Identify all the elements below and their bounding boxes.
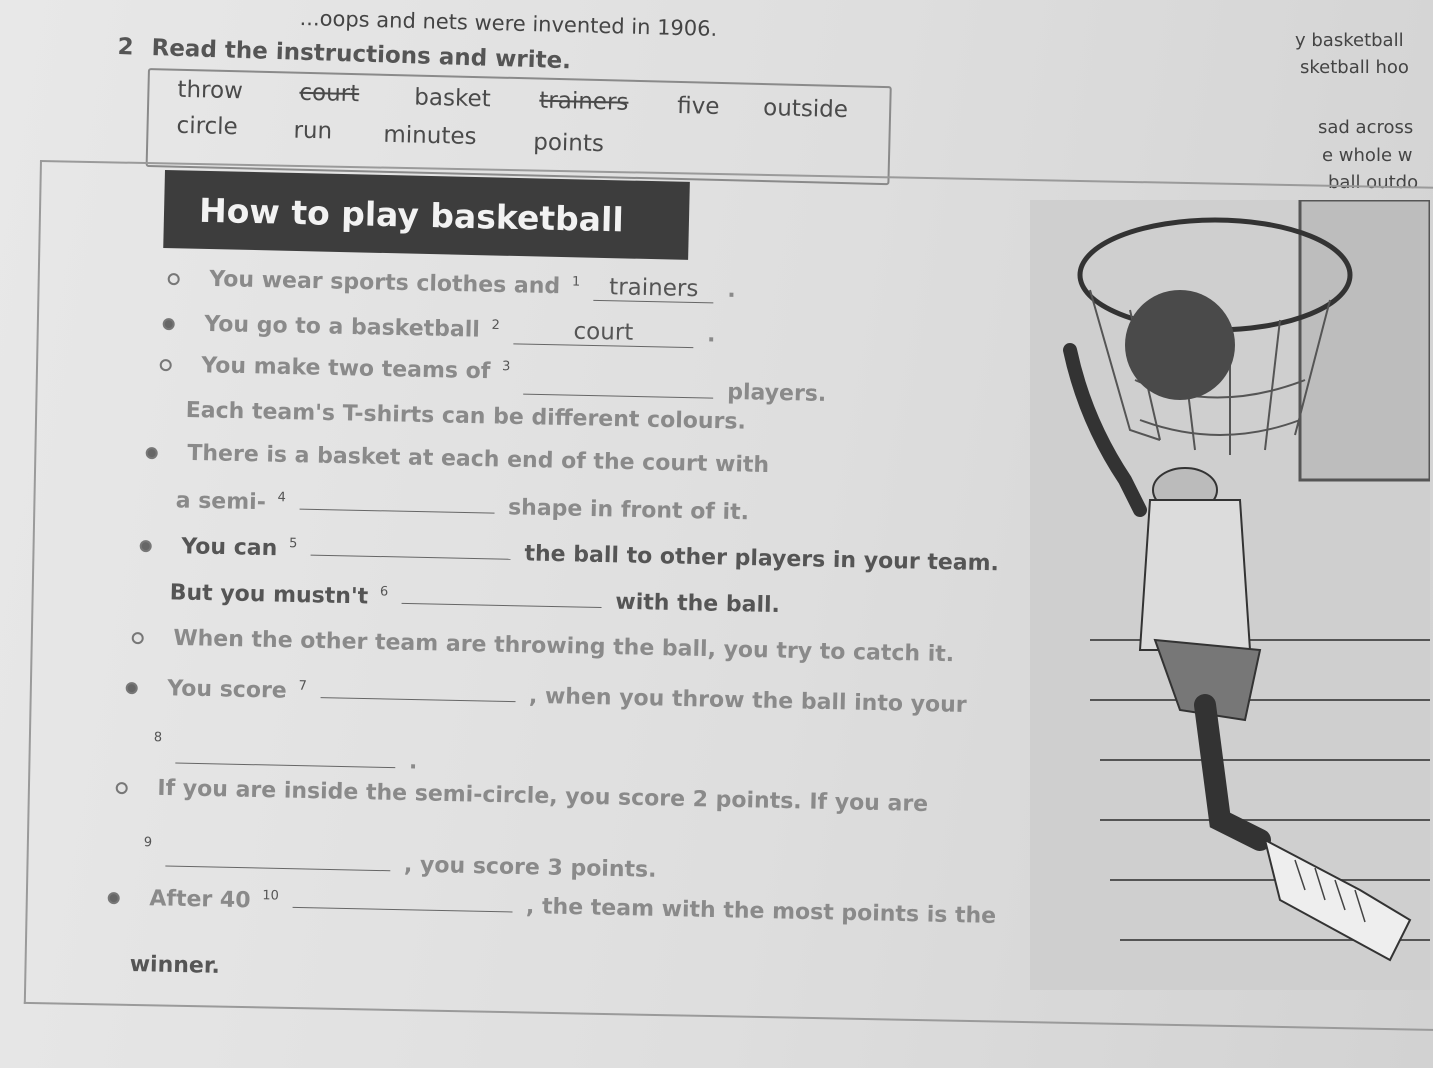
- sentence-text: .: [706, 322, 716, 348]
- sentence-text: a semi-: [175, 488, 267, 516]
- bullet-icon: [126, 682, 138, 694]
- fragment-text: sketball hoo: [1300, 57, 1409, 78]
- sentence-text: If you are inside the semi-circle, you score 2 points. If you are: [157, 775, 929, 818]
- sentence-text: , you score 3 points.: [403, 852, 657, 884]
- word-bank-item: minutes: [383, 121, 477, 151]
- answer-blank-7[interactable]: [320, 697, 515, 702]
- answer-blank-1[interactable]: trainers: [593, 274, 714, 304]
- bullet-icon: [140, 540, 152, 552]
- sentence-10-continued: winner.: [129, 952, 221, 979]
- bullet-icon: [163, 318, 175, 330]
- gap-number: 10: [262, 888, 280, 904]
- sentence-text: shape in front of it.: [507, 495, 750, 526]
- sentence-text: , when you throw the ball into your: [528, 683, 967, 718]
- gap-number: 5: [288, 536, 298, 552]
- bullet-icon: [132, 632, 144, 644]
- word-bank-item: run: [293, 117, 333, 145]
- fragment-text: sad across: [1318, 117, 1414, 138]
- answer-blank-10[interactable]: [292, 907, 512, 913]
- gap-number: 9: [143, 835, 153, 851]
- gap-number: 7: [298, 678, 307, 694]
- answer-blank-2[interactable]: court: [513, 317, 694, 348]
- sentence-text: .: [408, 749, 418, 775]
- bullet-icon: [146, 447, 158, 459]
- word-bank-item-crossed: court: [299, 79, 360, 108]
- word-bank-item: outside: [762, 95, 849, 124]
- sentence-text: You go to a basketball: [204, 311, 481, 343]
- sentence-text: , the team with the most points is the: [525, 894, 997, 929]
- bullet-icon: [160, 359, 172, 371]
- exercise-number: 2: [117, 34, 135, 61]
- fragment-text: e whole w: [1322, 145, 1413, 166]
- sentence-text: There is a basket at each end of the court with: [187, 440, 770, 479]
- exercise-instruction: Read the instructions and write.: [151, 35, 572, 75]
- bullet-icon: [116, 782, 128, 794]
- gap-number: 3: [501, 359, 511, 375]
- sentence-text: You make two teams of: [201, 353, 491, 385]
- activity-title: How to play basketball: [163, 170, 690, 260]
- top-text-line: ...oops and nets were invented in 1906.: [299, 6, 718, 41]
- answer-blank-4[interactable]: [299, 509, 494, 514]
- sentence-text: .: [727, 277, 737, 303]
- fragment-text: ball outdo: [1328, 172, 1419, 193]
- sentence-text: When the other team are throwing the ball, you try to catch it.: [173, 625, 955, 668]
- word-bank-item: points: [532, 129, 605, 158]
- gap-number: 6: [379, 584, 389, 600]
- answer-blank-6[interactable]: [402, 603, 602, 608]
- bullet-icon: [168, 273, 180, 285]
- gap-number: 4: [277, 490, 287, 506]
- word-bank-item: basket: [414, 84, 492, 113]
- sentence-text: You wear sports clothes and: [209, 266, 561, 300]
- sentence-text: After 40: [149, 886, 251, 914]
- sentence-text: You can: [181, 534, 278, 562]
- answer-blank-5[interactable]: [311, 555, 511, 560]
- sentence-text: players.: [726, 380, 827, 408]
- gap-number: 1: [571, 274, 581, 290]
- word-bank-item: throw: [177, 76, 244, 105]
- sentence-3-continued: Each team's T-shirts can be different colours.: [185, 398, 747, 435]
- bullet-icon: [108, 892, 120, 904]
- word-bank-item: circle: [176, 112, 239, 141]
- sentence-text: the ball to other players in your team.: [524, 541, 1000, 577]
- word-bank-item-crossed: trainers: [539, 87, 629, 116]
- sentence-text: with the ball.: [615, 589, 781, 619]
- word-bank-item: five: [676, 92, 720, 120]
- fragment-text: y basketball: [1295, 30, 1404, 51]
- sentence-text: You score: [167, 676, 288, 704]
- gap-number: 8: [153, 730, 163, 746]
- basketball-player-illustration: [1030, 200, 1430, 990]
- sentence-text: But you mustn't: [169, 580, 369, 610]
- gap-number: 2: [491, 317, 501, 333]
